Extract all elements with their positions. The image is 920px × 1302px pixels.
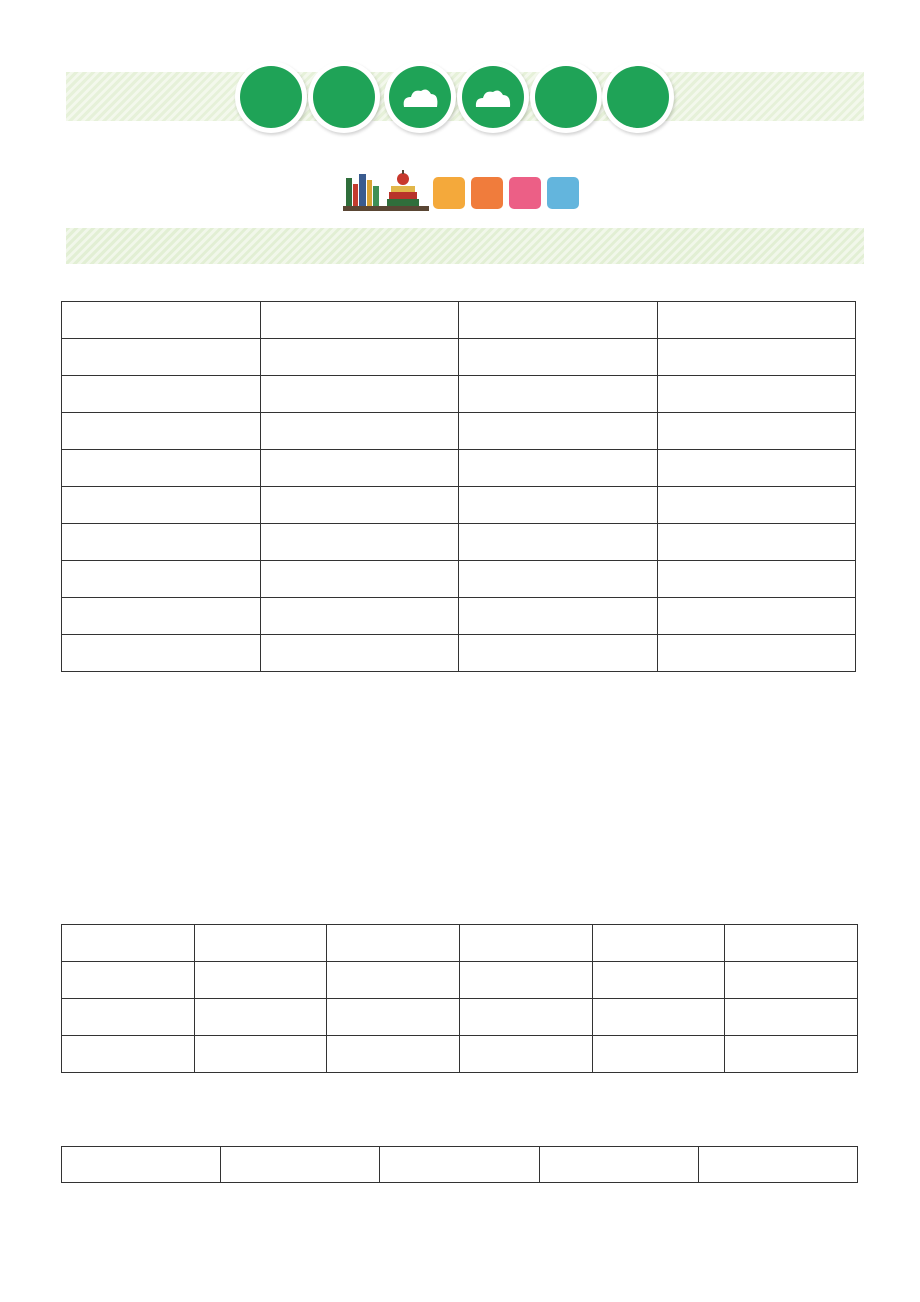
table-cell [194,999,327,1036]
table-cell [657,635,856,672]
banner-circle-6 [602,61,674,133]
table-cell [459,524,658,561]
banner-circle-5 [530,61,602,133]
table-cell [327,999,460,1036]
page-title [66,228,864,264]
table-cell [657,524,856,561]
table-cell [260,302,459,339]
table-cell [657,339,856,376]
table-cell [194,1036,327,1073]
table-cell [657,561,856,598]
table-cell [459,413,658,450]
table-cell [62,450,261,487]
table-cell [459,450,658,487]
table-row [62,1036,858,1073]
table-cell [62,598,261,635]
table-cell [459,561,658,598]
banner-circle-2 [308,61,380,133]
tag-shu [509,177,541,209]
table-row [62,413,856,450]
table-cell [459,962,592,999]
banner-label-6 [607,66,669,128]
table-cell [592,999,725,1036]
table-cell [194,962,327,999]
table-cell [725,999,858,1036]
banner-circle-3 [384,61,456,133]
table-row [62,302,856,339]
table-cell [725,1036,858,1073]
books-icon [343,166,429,212]
table-cell [657,450,856,487]
table-cell [260,524,459,561]
table-cell [592,1036,725,1073]
table-row [62,598,856,635]
table-cell [459,1036,592,1073]
table-cell [62,302,261,339]
table-cell [62,487,261,524]
table-cell [62,339,261,376]
table-cell [657,598,856,635]
table-cell [62,1036,195,1073]
cloud-icon [400,85,440,109]
table-row [62,487,856,524]
table-cell [380,1147,539,1183]
table-row [62,561,856,598]
table-cell [260,635,459,672]
cloud-icon [473,85,513,109]
table-cell [62,376,261,413]
table-cell [260,450,459,487]
table-cell [62,999,195,1036]
banner-circle-4 [457,61,529,133]
table-cell [260,561,459,598]
table-cell [698,1147,857,1183]
table-cell [62,635,261,672]
tag-li [547,177,579,209]
tag-dian [471,177,503,209]
table-cell [260,598,459,635]
tag-yao [433,177,465,209]
synonyms-table [61,1146,858,1183]
table-row [62,450,856,487]
table-cell [657,487,856,524]
table-cell [725,925,858,962]
table-row [62,524,856,561]
table-cell [459,598,658,635]
table-cell [62,925,195,962]
table-cell [62,561,261,598]
table-cell [260,487,459,524]
table-cell [459,635,658,672]
table-row [62,376,856,413]
table-cell [62,524,261,561]
table-cell [327,962,460,999]
table-cell [725,962,858,999]
banner-label-5 [535,66,597,128]
table-cell [539,1147,698,1183]
table-cell [62,962,195,999]
table-cell [327,1036,460,1073]
table-cell [657,413,856,450]
table-cell [459,376,658,413]
table-cell [62,413,261,450]
header-logo [343,166,583,212]
table-cell [221,1147,380,1183]
table-cell [459,925,592,962]
table-cell [657,376,856,413]
table-cell [592,925,725,962]
table-cell [459,302,658,339]
table-row [62,339,856,376]
table-cell [62,1147,221,1183]
table-cell [260,376,459,413]
table-cell [657,302,856,339]
similar-chars-table [61,924,858,1073]
table-row [62,635,856,672]
table-row [62,999,858,1036]
table-cell [327,925,460,962]
table-cell [194,925,327,962]
pronunciation-table [61,301,856,672]
table-row [62,962,858,999]
table-cell [459,487,658,524]
table-cell [592,962,725,999]
banner-label-1 [240,66,302,128]
banner-circle-1 [235,61,307,133]
banner-label-2 [313,66,375,128]
table-row [62,1147,858,1183]
table-cell [260,339,459,376]
table-cell [459,339,658,376]
table-cell [459,999,592,1036]
table-cell [260,413,459,450]
table-row [62,925,858,962]
